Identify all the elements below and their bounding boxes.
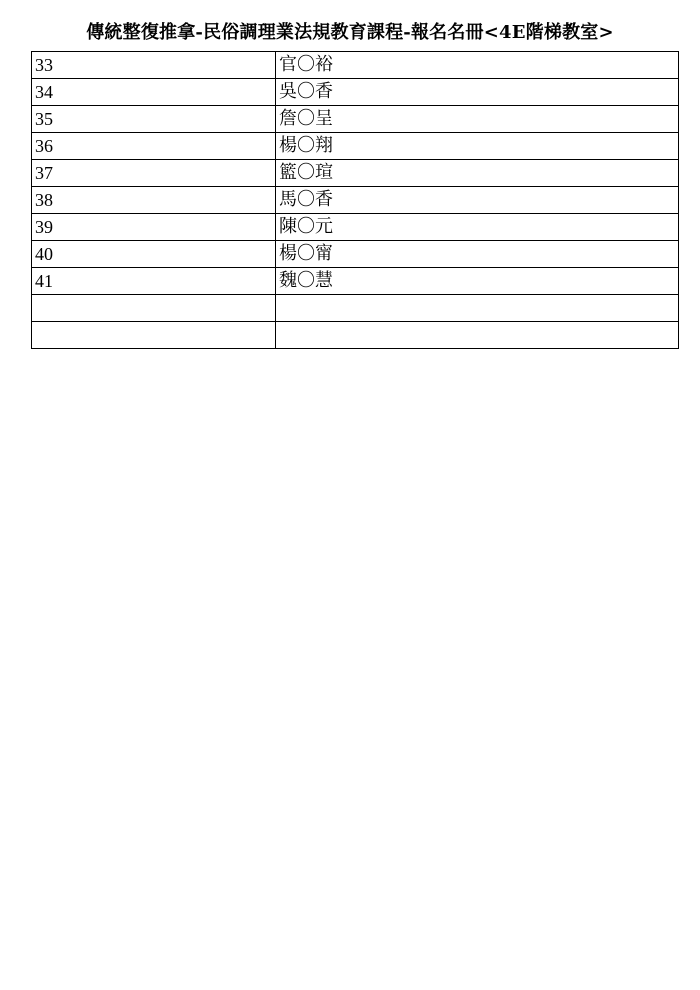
row-number-cell: 33 (32, 52, 276, 79)
participant-name-cell: 官〇裕 (276, 52, 679, 79)
row-number-cell: 41 (32, 268, 276, 295)
row-number-cell (32, 322, 276, 349)
participant-name-cell: 楊〇甯 (276, 241, 679, 268)
table-row (32, 52, 679, 79)
page-title: 傳統整復推拿-民俗調理業法規教育課程-報名名冊<4E階梯教室> (86, 22, 614, 43)
participant-name-cell: 吳〇香 (276, 79, 679, 106)
row-number-cell (32, 295, 276, 322)
table-row (32, 133, 679, 160)
participant-name-cell (276, 322, 679, 349)
participant-name-cell: 陳〇元 (276, 214, 679, 241)
table-row (32, 187, 679, 214)
participant-name-cell: 詹〇呈 (276, 106, 679, 133)
participant-name-cell: 馬〇香 (276, 187, 679, 214)
participant-name-cell: 魏〇慧 (276, 268, 679, 295)
table-row (32, 106, 679, 133)
row-number-cell: 37 (32, 160, 276, 187)
row-number-cell: 34 (32, 79, 276, 106)
table-row (32, 241, 679, 268)
row-number-cell: 39 (32, 214, 276, 241)
table-row-empty (32, 295, 679, 322)
table-row (32, 268, 679, 295)
row-number-cell: 38 (32, 187, 276, 214)
registration-roster-table (31, 51, 679, 349)
table-row (32, 79, 679, 106)
participant-name-cell: 籃〇瑄 (276, 160, 679, 187)
table-row (32, 160, 679, 187)
row-number-cell: 35 (32, 106, 276, 133)
participant-name-cell (276, 295, 679, 322)
table-row (32, 214, 679, 241)
table-row-empty (32, 322, 679, 349)
participant-name-cell: 楊〇翔 (276, 133, 679, 160)
row-number-cell: 36 (32, 133, 276, 160)
row-number-cell: 40 (32, 241, 276, 268)
